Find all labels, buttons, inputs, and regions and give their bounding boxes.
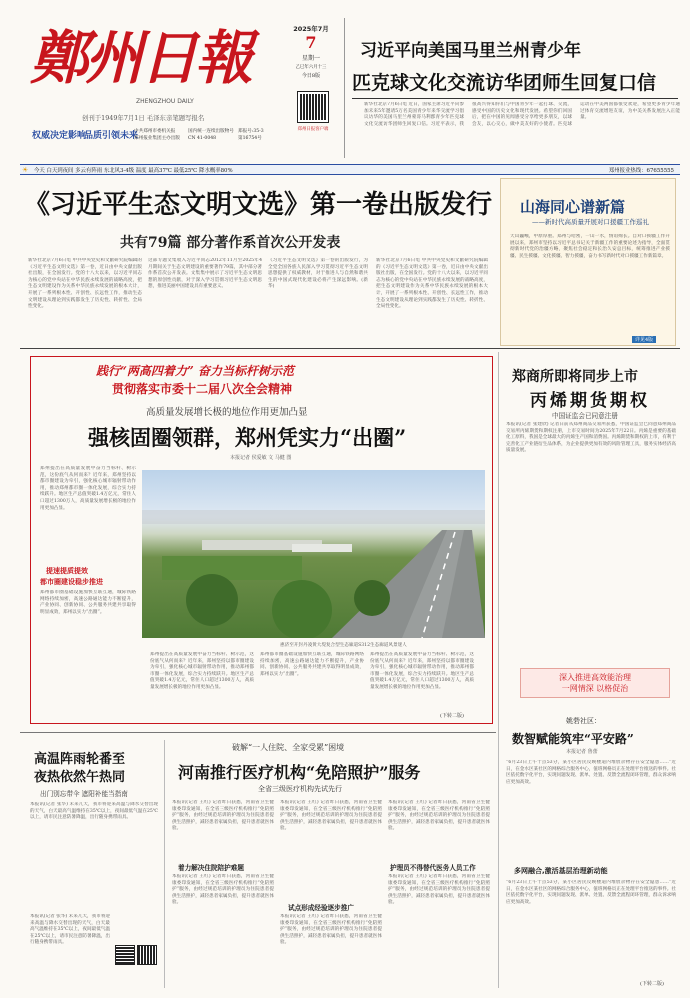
- weather-story-title-b: 夜热依然午热同: [34, 770, 126, 785]
- page-count: 今日8版: [301, 73, 321, 79]
- section-rule: [20, 348, 680, 349]
- feature-kicker-a: 践行“两高四着力” 奋力当标杆树示范: [96, 364, 294, 378]
- right-feature-title: 山海同心谱新篇: [520, 198, 626, 216]
- top-lead-title-b: 匹克球文化交流访华团师生回复口信: [352, 72, 657, 94]
- weather-story-body: 本报讯(记者 张华) 未来几天，我市将迎来高温与降水交替出现的天气，白天最高气温维持在35℃以上，夜间最低气温在25℃以上，请市民注意防暑降温，出行随身携带雨具。: [30, 802, 158, 821]
- market-title-a: 郑商所即将同步上市: [512, 369, 638, 385]
- weather-bar: [20, 164, 680, 175]
- medical-body-c1: 本报讯(记者 王红) 记者昨日获悉，河南省卫生健康委印发通知，在全省三级医疗机构推行“免陪照护”服务，由经过规范培训的护理员为住院患者提供生活照护，减轻患者家属负担，提升患者就医体验。: [172, 800, 274, 832]
- medical-title: 河南推行医疗机构“免陪照护”服务: [178, 763, 421, 782]
- weather-story-subtitle: 出门别忘带伞 遮阳补能当指南: [40, 790, 128, 798]
- weather-icon: ☀: [22, 166, 29, 174]
- weekday: 星期一: [301, 55, 320, 62]
- right-column-divider: [498, 352, 499, 988]
- governance-byline: 本报记者 鲁蕾: [566, 749, 598, 755]
- feature-body-c3: 郑州提出在高质量发展中奋力当标杆、树示范，这份底气从何而来？近年来，郑州坚持以都市圈建设为牵引，强化核心城市辐射带动作用，推动郑州都市圈一体化发展，综合实力持续跃升。地区生产总值突破1.4万亿元，常住人口超过1300万人，高质量发展增长极的地位作用更加凸显。: [370, 652, 474, 690]
- feature-body-left: 郑州提出在高质量发展中奋力当标杆、树示范，这份底气从何而来？近年来，郑州坚持以都市圈建设为牵引，强化核心城市辐射带动作用，推动郑州都市圈一体化发展，综合实力持续跃升。地区生产总值突破1.4万亿元，常住人口超过1300万人，高质量发展增长极的地位作用更加凸显。: [40, 466, 136, 511]
- wechat-qr[interactable]: [116, 946, 134, 964]
- medical-body-c3b: 本报讯(记者 王红) 记者昨日获悉，河南省卫生健康委印发通知，在全省三级医疗机构推行“免陪照护”服务，由经过规范培训的护理员为住院患者提供生活照护，减轻患者家属负担，提升患者就医体验。: [388, 874, 490, 906]
- medical-body-c1b: 本报讯(记者 王红) 记者昨日获悉，河南省卫生健康委印发通知，在全省三级医疗机构推行“免陪照护”服务，由经过规范培训的护理员为住院患者提供生活照护，减轻患者家属负担，提升患者就医体验。: [172, 874, 274, 906]
- qr-code[interactable]: [298, 92, 328, 122]
- slogan-b: 品质引领未来: [84, 131, 139, 141]
- feature-side-title-a: 提速提质提效: [46, 567, 88, 575]
- medical-body-c2b: 本报讯(记者 王红) 记者昨日获悉，河南省卫生健康委印发通知，在全省三级医疗机构推行“免陪照护”服务，由经过规范培训的护理员为住院患者提供生活照护，减轻患者家属负担，提升患者就医体验。: [280, 914, 382, 946]
- feature-body-c2: 郑州都市圈基础设施加快互联互通，城际铁路网络持续加密，高速公路通达能力不断提升，产业协同、创新协同、公共服务共建共享取得明显成效，郑州以实力“出圈”。: [260, 652, 364, 677]
- feature-photo: [142, 470, 485, 638]
- right-feature-more[interactable]: 详见4版: [632, 336, 656, 343]
- banner-line-a: 深入推进高效能治理: [559, 673, 631, 682]
- newspaper-logo: 鄭州日報: [30, 24, 251, 92]
- qr-caption: 郑州日报客户端: [297, 127, 329, 132]
- medical-subtitle: 全省三级医疗机构先试先行: [258, 785, 342, 793]
- issue-number: 郑报号:35-3 第16754号: [238, 129, 264, 141]
- governance-subtitle: 姚砦社区：: [566, 717, 601, 725]
- masthead-divider: [344, 18, 345, 158]
- governance-sub: 多网融合,激活基层治理新动能: [514, 867, 608, 875]
- day-number: 7: [305, 33, 317, 52]
- banner-line-b: 一网情深 以格促治: [561, 684, 629, 693]
- weather-text: 今天 白天到夜间 多云有阵雨 东北风3-4级 温度 最高37℃ 最低25℃ 降水概率80%: [34, 168, 233, 174]
- governance-body-2: “6月23日上午十点53分，某小区居民反映楼道内堆放杂物存在安全隐患……”近日，在金水区某社区的网格综合服务中心，值班网格员正在处理平台推送的事件。社区依托数字化平台，实现问题发现、派单、处置、反馈全流程闭环管理，群众诉求响应更加高效。: [506, 880, 676, 905]
- feature-title: 强核固圈领群，郑州凭实力“出圈”: [88, 425, 407, 450]
- lower-rule: [20, 732, 496, 733]
- governance-body: “6月23日上午十点53分，某小区居民反映楼道内堆放杂物存在安全隐患……”近日，在金水区某社区的网格综合服务中心，值班网格员正在处理平台推送的事件。社区依托数字化平台，实现问题发现、派单、处置、反馈全流程闭环管理，群众诉求响应更加高效。: [506, 760, 676, 785]
- app-qr[interactable]: [138, 946, 156, 964]
- market-subtitle: 中国证监会已同意注册: [552, 412, 618, 420]
- top-lead-title-a: 习近平向美国马里兰州青少年: [360, 41, 581, 61]
- medical-kicker: 破解“一人住院、全家受累”困境: [232, 743, 345, 752]
- governance-more[interactable]: (下转二版): [640, 981, 664, 987]
- weather-story-body-2: 本报讯(记者 张华) 未来几天，我市将迎来高温与降水交替出现的天气，白天最高气温维持在35℃以上，夜间最低气温在25℃以上，请市民注意防暑降温，出行随身携带雨具。: [30, 914, 110, 946]
- governance-banner: [520, 668, 670, 698]
- feature-subtitle: 高质量发展增长极的地位作用更加凸显: [146, 407, 308, 418]
- medical-sub-1: 着力解决住院陪护难题: [178, 864, 244, 872]
- slogan-a: 权威决定影响: [32, 131, 87, 141]
- masthead: [0, 0, 690, 160]
- feature-body-left-2: 郑州都市圈基础设施加快互联互通，城际铁路网络持续加密，高速公路通达能力不断提升，产业协同、创新协同、公共服务共建共享取得明显成效，郑州以实力“出圈”。: [40, 590, 136, 615]
- date-block: [284, 24, 338, 94]
- feature-body-c1: 郑州提出在高质量发展中奋力当标杆、树示范，这份底气从何而来？近年来，郑州坚持以都市圈建设为牵引，强化核心城市辐射带动作用，推动郑州都市圈一体化发展，综合实力持续跃升。地区生产总值突破1.4万亿元，常住人口超过1300万人，高质量发展增长极的地位作用更加凸显。: [150, 652, 254, 690]
- lead-col-2: 这部专题文集收入习近平同志2012年11月至2025年4月期间关于生态文明建设的重要著作79篇，其中部分著作系首次公开发表。文集集中展示了习近平生态文明思想的原创性贡献，对于深入学习贯彻习近平生态文明思想，推进美丽中国建设具有重要意义。: [148, 258, 262, 290]
- feature-photo-caption: 惠济至开封丹凌黄大堤复合型生态廊道S312生态廊道风景迷人: [280, 643, 407, 648]
- feature-more[interactable]: (下转二版): [440, 713, 464, 719]
- feature-kicker-b: 贯彻落实市委十二届八次全会精神: [112, 382, 293, 396]
- publisher-info: 中共郑州市委机关报 郑州报业集团主办出版: [134, 129, 180, 141]
- founded-line: 创刊于1949年7月1日 毛泽东亲笔题写报名: [82, 114, 205, 122]
- market-body: 本报讯(记者 张建欣) 记者日前从郑州商品交易所获悉，中国证监会已同意郑州商品交易所丙烯期货和期权注册，上市交易时间为2025年7月22日。丙烯是重要的基础化工原料，我国是全球最大的丙烯生产国和消费国。丙烯期货和期权的上市，有利于完善化工产业链衍生品体系，为企业提供更加有效的风险管理工具，服务实体经济高质量发展。: [506, 422, 676, 454]
- medical-body-c3: 本报讯(记者 王红) 记者昨日获悉，河南省卫生健康委印发通知，在全省三级医疗机构推行“免陪照护”服务，由经过规范培训的护理员为住院患者提供生活照护，减轻患者家属负担，提升患者就医体验。: [388, 800, 490, 832]
- main-headline: 《习近平生态文明文选》第一卷出版发行: [24, 190, 493, 220]
- feature-side-title-b: 都市圈建设稳步推进: [40, 578, 103, 586]
- weather-story-title-a: 高温阵雨轮番至: [34, 752, 126, 767]
- lead-col-1: 新华社北京7月6日电 中共中央党史和文献研究院编辑的《习近平生态文明文选》第一卷，近日由中央文献出版社出版，在全国发行。党的十八大以来，以习近平同志为核心的党中央站在中华民族永续发展的战略高度，把生态文明建设作为关系中华民族永续发展的根本大计，开展了一系列根本性、开创性、长远性工作，推动生态文明建设从理论到实践都发生了历史性、转折性、全局性变化。: [28, 258, 142, 310]
- top-lead-body: 新华社北京7月6日电 近日，国家主席习近平向参加未来5年邀请5万名美国青少年来华交流学习倡议访华的美国马里兰州蒙哥马利郡青少年匹克球文化交流访华团师生回复口信。习近平表示，我很高兴得知你们与中国青少年一起打球、交流，感受中国的历史文化和现代发展。希望你们回国后，把在中国的见闻感受分享给更多朋友，以球会友，以心交心，做中美友好的小使者。匹克球运动在中美两国都很受欢迎，希望更多青少年通过体育交流增进友谊，为中美关系发展注入正能量。: [364, 102, 680, 127]
- logo-pinyin: ZHENGZHOU DAILY: [136, 98, 194, 105]
- lead-col-4: 新华社北京7月6日电 中共中央党史和文献研究院编辑的《习近平生态文明文选》第一卷，近日由中央文献出版社出版，在全国发行。党的十八大以来，以习近平同志为核心的党中央站在中华民族永续发展的战略高度，把生态文明建设作为关系中华民族永续发展的根本大计，开展了一系列根本性、开创性、长远性工作，推动生态文明建设从理论到实践都发生了历史性、转折性、全局性变化。: [376, 258, 488, 310]
- lead-col-3: 《习近平生态文明文选》第一卷的出版发行，为全党全国各族人民深入学习贯彻习近平生态文明思想提供了权威教材，对于推进人与自然和谐共生的中国式现代化建设必将产生深远影响。(新华): [268, 258, 368, 290]
- serial-number: 国内统一连续出版物号 CN 41-0048: [188, 129, 234, 141]
- top-lead-rule: [352, 98, 678, 99]
- lower-divider: [164, 740, 165, 988]
- year-month: 2025年7月: [293, 25, 329, 33]
- right-feature-subtitle: ——新时代高质量开展对口援疆工作巡礼: [532, 218, 649, 226]
- governance-title: 数智赋能筑牢“平安路”: [512, 732, 634, 746]
- medical-sub-3: 护理员不得替代医务人员工作: [390, 864, 476, 872]
- medical-body-c2: 本报讯(记者 王红) 记者昨日获悉，河南省卫生健康委印发通知，在全省三级医疗机构推行“免陪照护”服务，由经过规范培训的护理员为住院患者提供生活照护，减轻患者家属负担，提升患者就医体验。: [280, 800, 382, 832]
- hotline-text: 郑州报业热线：67655555: [608, 168, 674, 174]
- lunar-date: 乙巳年六月十三: [295, 65, 327, 70]
- medical-sub-2: 试点形成经验逐步推广: [288, 904, 354, 912]
- feature-byline: 本报记者 侯爱敏 文 马健 图: [230, 455, 292, 461]
- main-subheadline: 共有79篇 部分著作系首次公开发表: [120, 235, 341, 251]
- right-feature-body: 天山巍峨，中原厚重。郑州与哈密，一山一水，情谊绵长。自对口援疆工作开展以来，郑州市坚持以习近平总书记关于新疆工作的重要论述为指导，全面贯彻新时代党的治疆方略，聚焦社会稳定和长治久安总目标，统筹推进产业援疆、民生援疆、文化援疆、智力援疆，奋力书写新时代对口援疆工作新篇章。: [510, 234, 670, 259]
- market-title-b: 丙烯期货期权: [530, 391, 650, 411]
- highway-illustration: [142, 470, 485, 638]
